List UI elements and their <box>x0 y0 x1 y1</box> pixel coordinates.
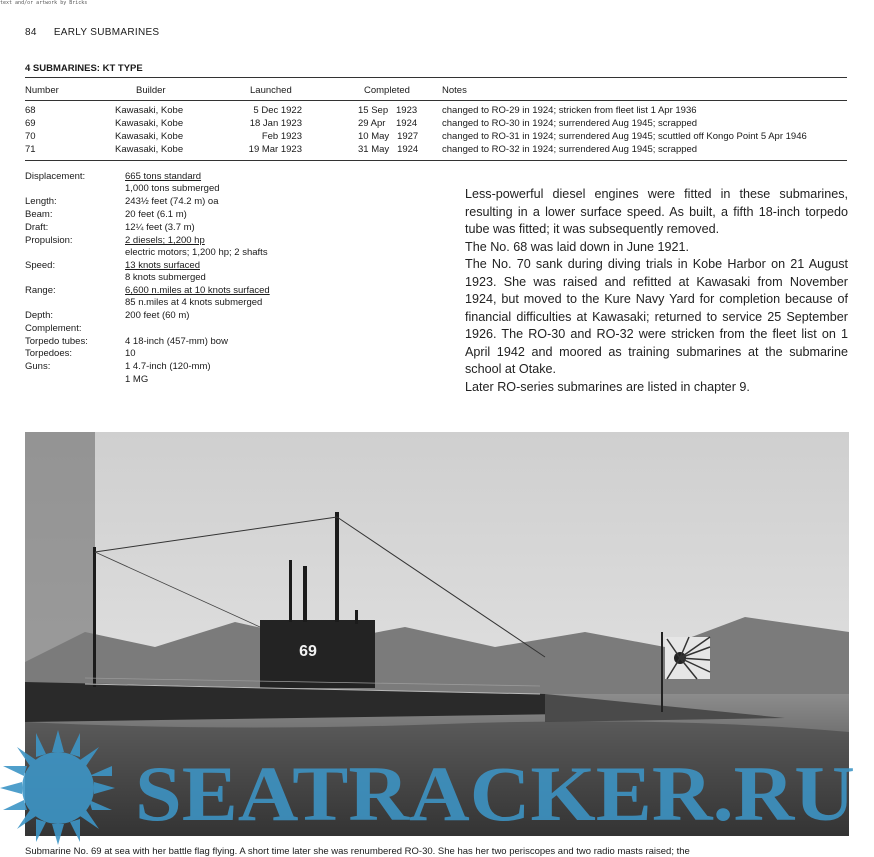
spec-label: Torpedo tubes: <box>25 336 88 347</box>
photo-caption: Submarine No. 69 at sea with her battle flag flying. A short time later she was renumbered RO-30. She has her two periscopes and two radio masts raised; the <box>25 846 690 857</box>
cell-number: 69 <box>25 118 36 129</box>
cell-completed: 15 Sep 1923 <box>358 105 418 116</box>
cell-completed: 10 May 1927 <box>358 131 419 142</box>
body-paragraph: Less-powerful diesel engines were fitted in these submarines, resulting in a lower surface speed. As built, a fifth 18-inch torpedo tube was fitted; it was subsequently removed. <box>465 187 848 236</box>
spec-label: Guns: <box>25 361 51 372</box>
body-paragraph: The No. 68 was laid down in June 1921. <box>465 239 690 254</box>
cell-notes: changed to RO-32 in 1924; surrendered Aug 1945; scrapped <box>442 144 698 155</box>
cell-completed: 31 May 1924 <box>358 144 419 155</box>
cell-notes: changed to RO-29 in 1924; stricken from fleet list 1 Apr 1936 <box>442 105 697 116</box>
cell-builder: Kawasaki, Kobe <box>115 144 184 155</box>
spec-value: 85 n.miles at 4 knots submerged <box>125 297 263 308</box>
col-header-number: Number <box>25 85 59 96</box>
col-header-completed: Completed <box>364 85 410 96</box>
spec-value: 665 tons standard <box>125 171 202 182</box>
spec-value: 13 knots surfaced <box>125 260 200 271</box>
spec-value: 2 diesels; 1,200 hp <box>125 235 205 246</box>
spec-value: 4 18-inch (457-mm) bow <box>125 336 228 347</box>
cell-notes: changed to RO-31 in 1924; surrendered Aug 1945; scuttled off Kongo Point 5 Apr 1946 <box>442 131 807 142</box>
spec-value: 10 <box>125 348 136 359</box>
cell-launched: 5 Dec 1922 <box>253 105 302 116</box>
spec-value: 20 feet (6.1 m) <box>125 209 187 220</box>
running-title: EARLY SUBMARINES <box>53 27 160 38</box>
col-header-notes: Notes <box>442 85 467 96</box>
body-text <box>465 186 848 396</box>
body-paragraph: Later RO-series submarines are listed in chapter 9. <box>465 379 750 394</box>
cell-builder: Kawasaki, Kobe <box>115 118 184 129</box>
spec-label: Speed: <box>25 260 56 271</box>
spec-value: 1 MG <box>125 374 149 385</box>
spec-value: 8 knots submerged <box>125 272 206 283</box>
spec-label: Depth: <box>25 310 53 321</box>
watermark-text: SEATRACKER.RU <box>135 750 855 837</box>
cell-notes: changed to RO-30 in 1924; surrendered Aug 1945; scrapped <box>442 118 698 129</box>
page-number: 84 <box>25 27 37 38</box>
cell-number: 71 <box>25 144 36 155</box>
cell-launched: 18 Jan 1923 <box>249 118 302 129</box>
spec-label: Torpedoes: <box>25 348 73 359</box>
table-top-rule <box>25 77 847 78</box>
col-header-launched: Launched <box>250 85 292 96</box>
spec-label: Complement: <box>25 323 82 334</box>
spec-label: Range: <box>25 285 56 296</box>
cell-number: 70 <box>25 131 36 142</box>
spec-label: Length: <box>25 196 57 207</box>
spec-value: 200 feet (60 m) <box>125 310 190 321</box>
hull-number: 69 <box>299 643 317 660</box>
spec-value: 1,000 tons submerged <box>125 183 220 194</box>
spec-value: 243½ feet (74.2 m) oa <box>125 196 219 207</box>
spec-label: Displacement: <box>25 171 86 182</box>
body-paragraph: The No. 70 sank during diving trials in Kobe Harbor on 21 August 1923. She was raised and refitted at Kawasaki from November 1924, but moved to the Kure Navy Yard for completion because of financial difficulties at Kawasaki; returned to service 25 September 1926. The RO-30 and RO-32 were stricken from the fleet list on 1 April 1942 and moored as training submarines at the submarine school at Otake. <box>465 257 848 376</box>
scan-credit-note: text and/or artwork by Bricks <box>0 0 88 6</box>
cell-launched: 19 Mar 1923 <box>248 144 302 155</box>
submarine-photo <box>25 432 849 836</box>
spec-label: Propulsion: <box>25 235 73 246</box>
spec-value: 1 4.7-inch (120-mm) <box>125 361 211 372</box>
table-bottom-rule <box>25 160 847 161</box>
table-title: 4 SUBMARINES: KT TYPE <box>25 63 143 74</box>
cell-launched: Feb 1923 <box>261 131 302 142</box>
cell-builder: Kawasaki, Kobe <box>115 105 184 116</box>
spec-value: electric motors; 1,200 hp; 2 shafts <box>125 247 268 258</box>
spec-label: Beam: <box>25 209 53 220</box>
col-header-builder: Builder <box>136 85 166 96</box>
spec-value: 6,600 n.miles at 10 knots surfaced <box>125 285 270 296</box>
cell-builder: Kawasaki, Kobe <box>115 131 184 142</box>
cell-completed: 29 Apr 1924 <box>358 118 418 129</box>
spec-value: 12¼ feet (3.7 m) <box>125 222 195 233</box>
table-header-rule <box>25 100 847 101</box>
page-header <box>25 27 159 38</box>
spec-label: Draft: <box>25 222 49 233</box>
cell-number: 68 <box>25 105 36 116</box>
